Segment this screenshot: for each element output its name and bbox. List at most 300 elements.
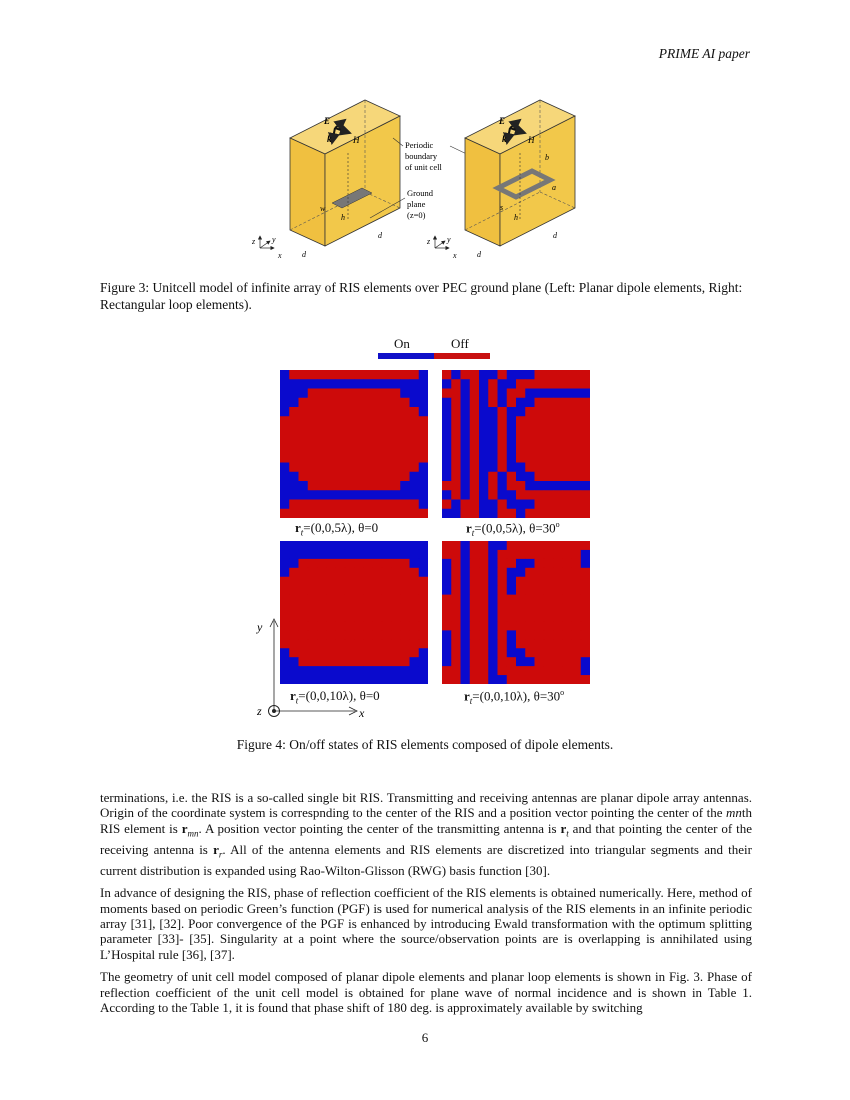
ris-element-off bbox=[581, 444, 590, 454]
ris-element-on bbox=[461, 595, 471, 604]
axis-z-right: z bbox=[427, 237, 431, 246]
ris-element-off bbox=[442, 389, 452, 399]
ris-element-on bbox=[442, 568, 452, 577]
ris-element-off bbox=[562, 509, 572, 518]
ris-element-off bbox=[400, 398, 410, 408]
ris-element-off bbox=[581, 595, 590, 604]
ris-element-off bbox=[581, 621, 590, 630]
ris-element-on bbox=[345, 550, 355, 559]
ris-element-off bbox=[479, 639, 489, 648]
ris-element-on bbox=[498, 389, 508, 399]
ris-element-on bbox=[363, 550, 373, 559]
ris-element-off bbox=[391, 453, 401, 463]
ris-element-on bbox=[419, 481, 428, 491]
ris-element-off bbox=[498, 595, 508, 604]
ris-element-off bbox=[572, 379, 582, 389]
axis-x-left: x bbox=[278, 251, 282, 260]
ris-element-on bbox=[581, 481, 590, 491]
ris-element-on bbox=[461, 639, 471, 648]
ris-element-off bbox=[317, 509, 327, 518]
ris-element-off bbox=[391, 559, 401, 568]
ris-element-off bbox=[479, 541, 489, 550]
ris-element-off bbox=[391, 435, 401, 445]
ris-element-off bbox=[516, 435, 526, 445]
ris-element-on bbox=[488, 666, 498, 675]
ris-element-off bbox=[317, 463, 327, 473]
ris-element-off bbox=[553, 444, 563, 454]
ris-element-off bbox=[544, 541, 554, 550]
ris-element-off bbox=[525, 666, 535, 675]
ris-element-off bbox=[391, 509, 401, 518]
ris-element-off bbox=[581, 435, 590, 445]
ris-element-on bbox=[289, 559, 299, 568]
ris-element-off bbox=[299, 370, 309, 380]
ris-element-off bbox=[308, 568, 318, 577]
ris-element-off bbox=[410, 509, 420, 518]
ris-element-on bbox=[410, 481, 420, 491]
ris-element-off bbox=[525, 490, 535, 500]
ris-element-off bbox=[410, 648, 420, 657]
ris-element-off bbox=[525, 407, 535, 417]
ris-element-off bbox=[317, 407, 327, 417]
ris-element-on bbox=[544, 481, 554, 491]
ris-element-off bbox=[373, 389, 383, 399]
ris-element-off bbox=[363, 398, 373, 408]
ris-element-off bbox=[326, 604, 336, 613]
ris-element-off bbox=[525, 639, 535, 648]
ris-element-on bbox=[419, 463, 428, 473]
page-number: 6 bbox=[421, 1030, 429, 1045]
ris-element-off bbox=[382, 621, 392, 630]
ris-element-off bbox=[317, 453, 327, 463]
ris-element-on bbox=[419, 407, 428, 417]
ris-element-off bbox=[572, 472, 582, 482]
ris-element-off bbox=[400, 568, 410, 577]
ris-element-off bbox=[535, 550, 545, 559]
ris-element-off bbox=[299, 577, 309, 586]
ris-element-off bbox=[442, 541, 452, 550]
ris-element-on bbox=[419, 398, 428, 408]
ris-element-off bbox=[535, 379, 545, 389]
ris-element-off bbox=[308, 435, 318, 445]
ris-element-off bbox=[299, 444, 309, 454]
ris-element-on bbox=[488, 675, 498, 684]
ris-element-off bbox=[308, 481, 318, 491]
ris-element-off bbox=[336, 435, 346, 445]
ris-element-off bbox=[391, 398, 401, 408]
ris-element-on bbox=[461, 416, 471, 426]
ris-element-off bbox=[345, 389, 355, 399]
ris-element-off bbox=[308, 559, 318, 568]
ris-element-off bbox=[498, 621, 508, 630]
ris-element-off bbox=[382, 463, 392, 473]
ris-element-on bbox=[326, 490, 336, 500]
ris-element-on bbox=[488, 595, 498, 604]
ris-element-off bbox=[572, 435, 582, 445]
ris-element-on bbox=[354, 550, 364, 559]
paragraph-1: terminations, i.e. the RIS is a so-called single bit RIS. Transmitting and receiving antennas are planar dipole array antennas. Origin of the coordinate system is correspnding to the center of the RIS and a position vector pointing the center of the mnth RIS element is $r_{mn}$. A position vector pointing the center of the transmitting antenna is $r_t$ and that pointing the center of the receiving antenna is $r_r$. All of the antenna elements and RIS elements are discretized into triangular segments and their current distribution is expanded using Rao-Wilton-Glisson (RWG) basis function [30]. bbox=[100, 790, 753, 878]
ris-element-on bbox=[488, 657, 498, 666]
ris-element-off bbox=[451, 389, 461, 399]
ris-element-off bbox=[336, 481, 346, 491]
ris-element-off bbox=[354, 463, 364, 473]
ris-element-off bbox=[308, 389, 318, 399]
ris-element-off bbox=[363, 604, 373, 613]
ris-element-off bbox=[516, 621, 526, 630]
ris-element-off bbox=[308, 370, 318, 380]
ris-element-off bbox=[363, 463, 373, 473]
ris-element-off bbox=[410, 604, 420, 613]
ris-element-on bbox=[516, 509, 526, 518]
ris-element-off bbox=[479, 550, 489, 559]
ris-element-off bbox=[336, 416, 346, 426]
ris-element-off bbox=[308, 426, 318, 436]
ris-element-off bbox=[470, 577, 480, 586]
ris-element-on bbox=[488, 509, 498, 518]
ris-element-on bbox=[400, 550, 410, 559]
ris-element-off bbox=[280, 416, 290, 426]
ris-element-off bbox=[299, 559, 309, 568]
ris-element-off bbox=[562, 621, 572, 630]
ris-element-off bbox=[470, 613, 480, 622]
ris-element-on bbox=[461, 621, 471, 630]
ris-element-off bbox=[317, 472, 327, 482]
ris-element-off bbox=[470, 481, 480, 491]
ris-element-on bbox=[581, 550, 590, 559]
ris-element-on bbox=[498, 481, 508, 491]
ris-element-on bbox=[461, 407, 471, 417]
ris-element-off bbox=[382, 577, 392, 586]
ris-element-off bbox=[391, 639, 401, 648]
ris-element-on bbox=[488, 435, 498, 445]
ris-element-on bbox=[461, 613, 471, 622]
paragraph-2: In advance of designing the RIS, phase of reflection coefficient of the RIS elements is obtained numerically. Here, method of moments based on periodic Green’s function (PGF) is used for numerical analysis of the RIS elements in an infinite periodic array [31], [32]. Poor convergence of the PGF is enhanced by introducing Ewald transformation with the optimum splitting parameter [33]- [35]. Singularity at a point where the source/observation points are is overlapping is annihilated using L’Hospital rule [36], [37]. bbox=[100, 885, 752, 962]
ris-element-off bbox=[553, 407, 563, 417]
ris-element-on bbox=[488, 648, 498, 657]
ris-element-off bbox=[400, 435, 410, 445]
ris-element-off bbox=[317, 577, 327, 586]
ris-element-off bbox=[535, 595, 545, 604]
ris-element-on bbox=[400, 379, 410, 389]
ris-element-on bbox=[525, 472, 535, 482]
ris-element-off bbox=[354, 426, 364, 436]
ris-element-off bbox=[572, 666, 582, 675]
ris-element-off bbox=[382, 453, 392, 463]
ris-element-on bbox=[507, 586, 517, 595]
ris-element-off bbox=[470, 416, 480, 426]
ris-element-off bbox=[299, 568, 309, 577]
ris-element-off bbox=[391, 586, 401, 595]
ris-element-off bbox=[363, 586, 373, 595]
ris-element-off bbox=[535, 630, 545, 639]
ris-element-off bbox=[345, 370, 355, 380]
ris-element-off bbox=[382, 389, 392, 399]
ris-element-on bbox=[461, 426, 471, 436]
ris-element-off bbox=[562, 463, 572, 473]
ris-element-off bbox=[410, 613, 420, 622]
ris-element-on bbox=[442, 577, 452, 586]
ris-element-off bbox=[572, 453, 582, 463]
ris-element-off bbox=[451, 666, 461, 675]
ris-element-off bbox=[410, 463, 420, 473]
ris-element-on bbox=[419, 370, 428, 380]
ris-element-on bbox=[488, 463, 498, 473]
periodic-label-1: Periodic bbox=[405, 140, 434, 150]
ris-element-off bbox=[581, 407, 590, 417]
ris-element-off bbox=[345, 509, 355, 518]
ris-element-on bbox=[479, 481, 489, 491]
ris-element-off bbox=[345, 453, 355, 463]
ris-element-off bbox=[581, 472, 590, 482]
ris-element-on bbox=[442, 657, 452, 666]
ris-element-off bbox=[535, 559, 545, 568]
ris-element-on bbox=[488, 370, 498, 380]
ris-element-on bbox=[280, 481, 290, 491]
ris-element-on bbox=[382, 541, 392, 550]
ris-element-off bbox=[470, 621, 480, 630]
ris-element-off bbox=[419, 621, 428, 630]
ris-element-on bbox=[419, 550, 428, 559]
ris-element-off bbox=[535, 509, 545, 518]
ris-element-off bbox=[498, 559, 508, 568]
w-label: w bbox=[320, 204, 326, 213]
ris-element-off bbox=[572, 586, 582, 595]
ris-element-off bbox=[479, 666, 489, 675]
ris-element-off bbox=[373, 435, 383, 445]
ris-element-on bbox=[289, 379, 299, 389]
ris-element-off bbox=[308, 604, 318, 613]
ris-element-off bbox=[373, 604, 383, 613]
dx-label-left: d bbox=[302, 250, 306, 259]
ris-element-off bbox=[562, 675, 572, 684]
ris-element-off bbox=[451, 435, 461, 445]
ris-element-off bbox=[336, 398, 346, 408]
ris-element-off bbox=[461, 500, 471, 510]
ris-element-off bbox=[308, 398, 318, 408]
ris-element-on bbox=[373, 379, 383, 389]
ris-element-off bbox=[562, 370, 572, 380]
ris-element-on bbox=[507, 407, 517, 417]
ris-element-off bbox=[544, 595, 554, 604]
ris-element-off bbox=[391, 657, 401, 666]
ris-element-on bbox=[336, 490, 346, 500]
ris-element-on bbox=[419, 379, 428, 389]
ris-element-off bbox=[544, 666, 554, 675]
ris-element-off bbox=[400, 500, 410, 510]
ris-element-off bbox=[410, 621, 420, 630]
ris-element-off bbox=[280, 453, 290, 463]
ris-element-off bbox=[572, 577, 582, 586]
ris-element-off bbox=[299, 416, 309, 426]
h-height-label-right: h bbox=[514, 213, 518, 222]
ris-element-off bbox=[336, 559, 346, 568]
ris-element-on bbox=[308, 550, 318, 559]
ris-element-off bbox=[553, 559, 563, 568]
ris-element-off bbox=[419, 595, 428, 604]
ris-element-off bbox=[470, 500, 480, 510]
ris-element-off bbox=[354, 444, 364, 454]
ris-element-off bbox=[451, 472, 461, 482]
ris-element-off bbox=[280, 604, 290, 613]
ris-element-off bbox=[400, 370, 410, 380]
ris-element-off bbox=[498, 453, 508, 463]
ris-element-off bbox=[308, 595, 318, 604]
ris-element-off bbox=[451, 657, 461, 666]
ris-element-on bbox=[516, 463, 526, 473]
ris-element-off bbox=[516, 613, 526, 622]
ris-element-on bbox=[289, 389, 299, 399]
ris-element-off bbox=[553, 595, 563, 604]
ris-element-off bbox=[581, 586, 590, 595]
ris-element-off bbox=[488, 379, 498, 389]
ris-element-off bbox=[326, 500, 336, 510]
ris-element-off bbox=[308, 586, 318, 595]
ris-element-off bbox=[400, 595, 410, 604]
ris-element-off bbox=[373, 595, 383, 604]
ris-element-off bbox=[373, 500, 383, 510]
ris-element-on bbox=[553, 389, 563, 399]
ris-element-off bbox=[479, 657, 489, 666]
ris-element-off bbox=[400, 604, 410, 613]
ris-element-off bbox=[553, 550, 563, 559]
ris-element-on bbox=[479, 472, 489, 482]
ris-element-off bbox=[289, 586, 299, 595]
ris-element-off bbox=[535, 604, 545, 613]
ris-element-off bbox=[391, 613, 401, 622]
ris-element-off bbox=[470, 595, 480, 604]
ris-element-on bbox=[442, 453, 452, 463]
ris-element-off bbox=[317, 389, 327, 399]
ris-element-off bbox=[391, 481, 401, 491]
figure-3-caption: Figure 3: Unitcell model of infinite array of RIS elements over PEC ground plane (Left: Planar dipole elements, Right: Rectangular loop elements). bbox=[100, 280, 743, 312]
ris-element-off bbox=[507, 595, 517, 604]
ris-element-on bbox=[525, 559, 535, 568]
ris-element-off bbox=[400, 509, 410, 518]
ris-element-off bbox=[479, 613, 489, 622]
ris-element-off bbox=[391, 648, 401, 657]
ris-element-off bbox=[544, 444, 554, 454]
ris-element-off bbox=[391, 472, 401, 482]
ris-element-off bbox=[289, 604, 299, 613]
ris-element-off bbox=[581, 416, 590, 426]
ris-element-off bbox=[498, 463, 508, 473]
ris-element-off bbox=[289, 416, 299, 426]
ris-element-off bbox=[572, 550, 582, 559]
ris-element-off bbox=[488, 481, 498, 491]
ris-element-off bbox=[581, 613, 590, 622]
ris-element-on bbox=[442, 472, 452, 482]
ris-element-on bbox=[317, 550, 327, 559]
ris-element-on bbox=[280, 379, 290, 389]
ris-element-off bbox=[544, 577, 554, 586]
ris-element-off bbox=[507, 675, 517, 684]
ris-element-off bbox=[345, 481, 355, 491]
ris-element-off bbox=[354, 586, 364, 595]
ris-element-on bbox=[525, 481, 535, 491]
ris-element-on bbox=[442, 639, 452, 648]
ris-element-off bbox=[544, 675, 554, 684]
ris-element-off bbox=[280, 426, 290, 436]
ris-element-off bbox=[488, 472, 498, 482]
ris-element-off bbox=[581, 648, 590, 657]
ris-element-off bbox=[382, 648, 392, 657]
ris-element-off bbox=[553, 509, 563, 518]
figure-4-caption: Figure 4: On/off states of RIS elements composed of dipole elements. bbox=[236, 737, 614, 752]
axis-y-right: y bbox=[447, 235, 451, 244]
ris-element-off bbox=[525, 444, 535, 454]
ris-element-off bbox=[419, 509, 428, 518]
ris-element-on bbox=[479, 370, 489, 380]
ris-element-off bbox=[451, 648, 461, 657]
ris-element-off bbox=[289, 595, 299, 604]
ris-element-on bbox=[373, 550, 383, 559]
ris-element-off bbox=[525, 426, 535, 436]
ris-element-off bbox=[498, 509, 508, 518]
ris-element-off bbox=[572, 613, 582, 622]
ris-element-off bbox=[299, 407, 309, 417]
ris-element-on bbox=[461, 541, 471, 550]
ris-element-off bbox=[498, 550, 508, 559]
ris-element-on bbox=[581, 657, 590, 666]
ris-element-on bbox=[461, 490, 471, 500]
ris-element-on bbox=[442, 407, 452, 417]
ris-element-on bbox=[419, 500, 428, 510]
ris-element-off bbox=[317, 398, 327, 408]
ris-element-off bbox=[410, 370, 420, 380]
ris-element-off bbox=[308, 463, 318, 473]
ris-element-off bbox=[535, 398, 545, 408]
ris-element-off bbox=[336, 389, 346, 399]
ris-element-off bbox=[451, 630, 461, 639]
ris-element-on bbox=[572, 389, 582, 399]
ris-element-on bbox=[488, 444, 498, 454]
ris-element-off bbox=[410, 577, 420, 586]
ris-element-off bbox=[299, 595, 309, 604]
ris-element-on bbox=[280, 559, 290, 568]
ris-element-off bbox=[516, 586, 526, 595]
ris-element-off bbox=[354, 453, 364, 463]
ris-element-off bbox=[354, 416, 364, 426]
ris-element-off bbox=[553, 416, 563, 426]
ris-element-off bbox=[326, 568, 336, 577]
ris-element-off bbox=[354, 559, 364, 568]
ris-element-on bbox=[345, 541, 355, 550]
ris-element-on bbox=[391, 550, 401, 559]
ris-element-off bbox=[525, 416, 535, 426]
ris-element-on bbox=[507, 490, 517, 500]
ris-element-on bbox=[442, 416, 452, 426]
ris-element-off bbox=[562, 407, 572, 417]
ris-element-off bbox=[479, 559, 489, 568]
ris-element-off bbox=[336, 472, 346, 482]
ris-element-on bbox=[479, 379, 489, 389]
ris-element-off bbox=[525, 621, 535, 630]
ris-element-off bbox=[553, 370, 563, 380]
ris-element-on bbox=[488, 550, 498, 559]
ris-element-off bbox=[470, 472, 480, 482]
ris-element-off bbox=[317, 481, 327, 491]
ris-element-off bbox=[451, 490, 461, 500]
ris-element-on bbox=[479, 426, 489, 436]
ris-element-on bbox=[400, 666, 410, 675]
ris-element-off bbox=[544, 416, 554, 426]
ris-element-off bbox=[562, 490, 572, 500]
ris-element-on bbox=[442, 509, 452, 518]
ris-element-off bbox=[535, 621, 545, 630]
ris-element-off bbox=[363, 568, 373, 577]
ris-element-off bbox=[317, 568, 327, 577]
ris-element-on bbox=[442, 398, 452, 408]
